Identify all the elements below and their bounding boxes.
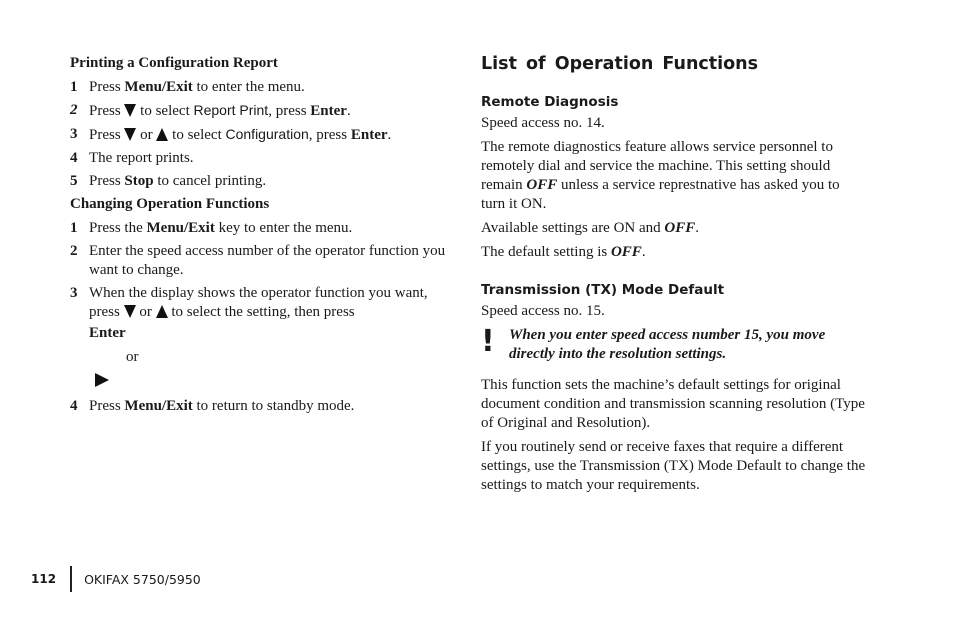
tx-speed-access: Speed access no. 15.: [481, 303, 605, 319]
remote-default-setting: The default setting is OFF.: [481, 244, 646, 260]
down-arrow-icon: [124, 128, 136, 141]
tx-note-text: When you enter speed access number 15, you move directly into the resolution settings.: [509, 327, 826, 362]
section-title: List of Operation Functions: [481, 54, 759, 74]
remote-description: The remote diagnostics feature allows service personnel to remotely dial and service the machine. This setting should remain OFF unless a service represtnative has asked you to turn it ON.: [481, 139, 840, 212]
change-step-2: 2 Enter the speed access number of the operator function you want to change.: [70, 243, 446, 278]
tx-mode-heading: Transmission (TX) Mode Default: [481, 282, 725, 298]
change-step-4: 4 Press Menu/Exit to return to standby mode.: [70, 398, 355, 414]
left-column: [70, 54, 450, 420]
print-step-4: 4 The report prints.: [70, 150, 194, 166]
exclamation-icon: !: [481, 324, 495, 359]
up-arrow-icon: [156, 128, 168, 141]
print-report-heading: Printing a Configuration Report: [70, 55, 278, 71]
footer-divider: [70, 566, 72, 592]
product-name: OKIFAX 5750/5950: [84, 571, 201, 587]
print-step-3: 3 Press or to select Configuration, press Enter.: [70, 126, 392, 143]
print-step-2: 2 Press to select Report Print, press Enter.: [70, 102, 351, 119]
remote-speed-access: Speed access no. 14.: [481, 115, 605, 131]
remote-available-settings: Available settings are ON and OFF.: [481, 220, 700, 236]
page-number: 112: [31, 571, 57, 586]
right-column: [481, 54, 866, 500]
page-footer: [31, 566, 201, 592]
enter-key-label: Enter: [89, 325, 126, 341]
change-step-1: 1 Press the Menu/Exit key to enter the menu.: [70, 220, 353, 236]
right-arrow-icon: [95, 373, 109, 387]
up-arrow-icon: [156, 305, 168, 318]
change-functions-heading: Changing Operation Functions: [70, 196, 270, 212]
down-arrow-icon: [124, 104, 136, 117]
print-step-5: 5 Press Stop to cancel printing.: [70, 173, 267, 189]
or-label: or: [126, 349, 139, 365]
tx-note: [481, 326, 866, 364]
tx-usage: If you routinely send or receive faxes that require a different settings, use the Transmission (TX) Mode Default to change the settings to match your requirements.: [481, 439, 866, 493]
remote-diagnosis-heading: Remote Diagnosis: [481, 94, 619, 110]
down-arrow-icon: [124, 305, 136, 318]
tx-description: This function sets the machine’s default settings for original document condition and transmission scanning resolution (Type of Original and Resolution).: [481, 377, 865, 431]
print-step-1: 1 Press Menu/Exit to enter the menu.: [70, 79, 305, 95]
change-step-3: 3 When the display shows the operator function you want, press or to select the setting, then press: [70, 285, 428, 320]
